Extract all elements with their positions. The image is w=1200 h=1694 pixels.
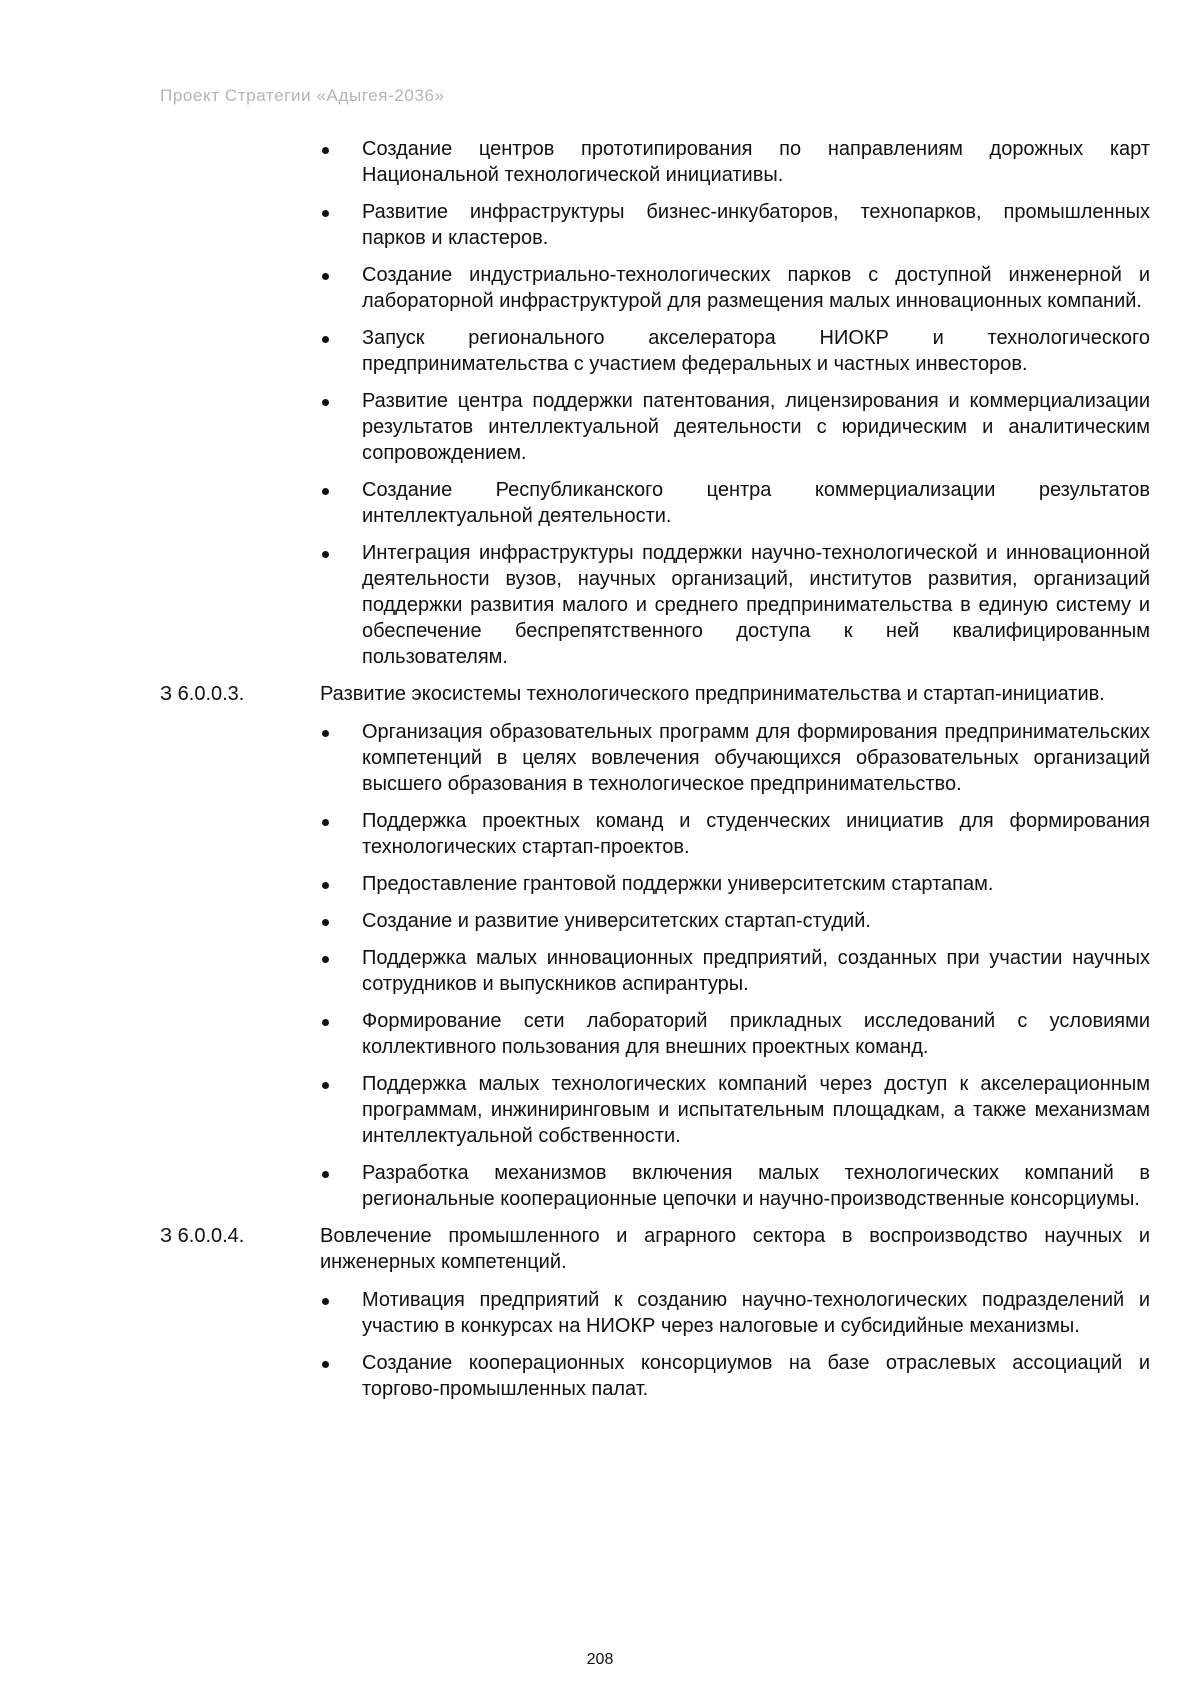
bullet-icon (322, 819, 329, 826)
list-item (160, 1071, 1150, 1149)
list-item (160, 325, 1150, 377)
bullet-icon (322, 1361, 329, 1368)
bullet-icon (322, 1298, 329, 1305)
list-item (160, 388, 1150, 466)
bullet-list-industry (160, 1287, 1150, 1402)
bullet-icon (322, 210, 329, 217)
bullet-icon (322, 488, 329, 495)
list-item (160, 719, 1150, 797)
list-item-text: Создание кооперационных консорциумов на базе отраслевых ассоциаций и торгово-промышленных палат. (362, 1352, 1150, 1400)
list-item (160, 808, 1150, 860)
section-number: З 6.0.0.4. (160, 1225, 245, 1247)
list-item-text: Мотивация предприятий к созданию научно-технологических подразделений и участию в конкурсах на НИОКР через налоговые и субсидийные механизмы. (362, 1289, 1150, 1337)
bullet-icon (322, 147, 329, 154)
list-item-text: Поддержка малых инновационных предприятий, созданных при участии научных сотрудников и выпускников аспирантуры. (362, 947, 1150, 995)
section-title: Развитие экосистемы технологического предпринимательства и стартап-инициатив. (320, 683, 1105, 705)
bullet-icon (322, 1019, 329, 1026)
list-item (160, 871, 1150, 897)
list-item-text: Создание Республиканского центра коммерциализации результатов интеллектуальной деятельности. (362, 479, 1150, 527)
list-item-text: Создание индустриально-технологических парков с доступной инженерной и лабораторной инфраструктурой для размещения малых инновационных компаний. (362, 264, 1150, 312)
list-item-text: Создание и развитие университетских стартап-студий. (362, 910, 871, 932)
running-header: Проект Стратегии «Адыгея-2036» (160, 86, 445, 105)
bullet-icon (322, 956, 329, 963)
list-item-text: Поддержка малых технологических компаний через доступ к акселерационным программам, инжиниринговым и испытательным площадкам, а также механизмам интеллектуальной собственности. (362, 1073, 1150, 1147)
bullet-icon (322, 730, 329, 737)
list-item (160, 199, 1150, 251)
list-item-text: Организация образовательных программ для формирования предпринимательских компетенций в целях вовлечения обучающихся образовательных организаций высшего образования в технологическое предпринимательство. (362, 721, 1150, 795)
page-number: 208 (586, 1651, 614, 1668)
section-number: З 6.0.0.3. (160, 683, 245, 705)
section-heading-6-0-0-3 (160, 681, 1150, 707)
bullet-list-infrastructure (160, 136, 1150, 670)
list-item (160, 945, 1150, 997)
list-item-text: Создание центров прототипирования по направлениям дорожных карт Национальной технологической инициативы. (362, 138, 1150, 186)
bullet-icon (322, 1082, 329, 1089)
list-item (160, 1350, 1150, 1402)
bullet-icon (322, 1171, 329, 1178)
list-item-text: Формирование сети лабораторий прикладных исследований с условиями коллективного пользования для внешних проектных команд. (362, 1010, 1150, 1058)
list-item-text: Поддержка проектных команд и студенческих инициатив для формирования технологических стартап-проектов. (362, 810, 1150, 858)
document-body (160, 136, 1150, 1413)
list-item (160, 1008, 1150, 1060)
bullet-icon (322, 399, 329, 406)
list-item (160, 136, 1150, 188)
section-heading-6-0-0-4 (160, 1223, 1150, 1275)
list-item-text: Развитие инфраструктуры бизнес-инкубаторов, технопарков, промышленных парков и кластеров. (362, 201, 1150, 249)
bullet-icon (322, 882, 329, 889)
bullet-icon (322, 273, 329, 280)
list-item (160, 540, 1150, 670)
bullet-icon (322, 919, 329, 926)
list-item-text: Интеграция инфраструктуры поддержки научно-технологической и инновационной деятельности вузов, научных организаций, институтов развития, организаций поддержки развития малого и среднего предпринимательства в единую систему и обеспечение беспрепятственного доступа к ней квалифицированным пользователям. (362, 542, 1150, 668)
list-item-text: Развитие центра поддержки патентования, лицензирования и коммерциализации результатов интеллектуальной деятельности с юридическим и аналитическим сопровождением. (362, 390, 1150, 464)
list-item (160, 908, 1150, 934)
list-item (160, 1287, 1150, 1339)
list-item (160, 1160, 1150, 1212)
list-item (160, 477, 1150, 529)
list-item-text: Предоставление грантовой поддержки университетским стартапам. (362, 873, 994, 895)
bullet-list-startups (160, 719, 1150, 1212)
bullet-icon (322, 336, 329, 343)
bullet-icon (322, 551, 329, 558)
list-item-text: Запуск регионального акселератора НИОКР и технологического предпринимательства с участием федеральных и частных инвесторов. (362, 327, 1150, 375)
list-item (160, 262, 1150, 314)
list-item-text: Разработка механизмов включения малых технологических компаний в региональные кооперационные цепочки и научно-производственные консорциумы. (362, 1162, 1150, 1210)
section-title: Вовлечение промышленного и аграрного сектора в воспроизводство научных и инженерных компетенций. (320, 1225, 1150, 1273)
